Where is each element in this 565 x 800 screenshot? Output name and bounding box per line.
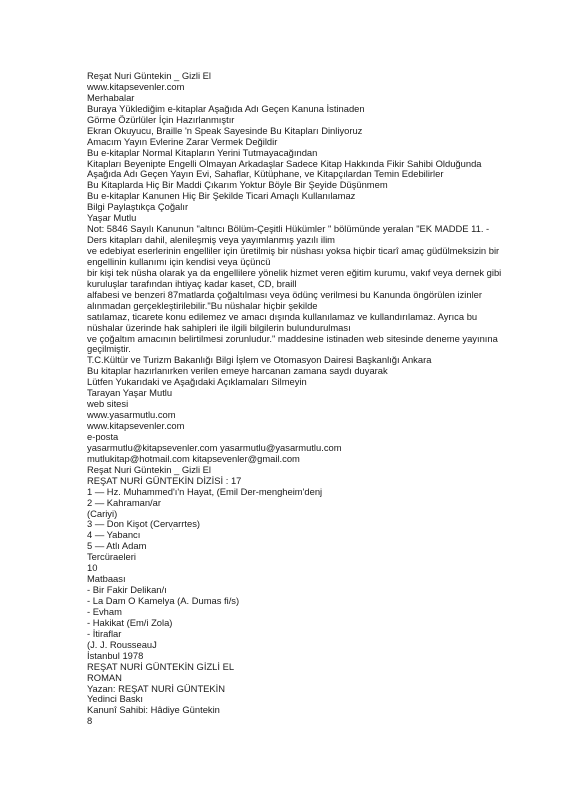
- text-line: Merhabalar: [87, 91, 135, 103]
- text-line: Amacım Yayın Evlerine Zarar Vermek Değildir: [87, 135, 278, 147]
- text-line: 2 — Kahraman/ar: [87, 496, 161, 508]
- text-line: Ekran Okuyucu, Braille 'n Speak Sayesinde Bu Kitapları Dinliyoruz: [87, 124, 363, 136]
- text-line: Bu Kitaplarda Hiç Bir Maddi Çıkarım Yoktur Böyle Bir Şeyide Düşünmem: [87, 179, 388, 191]
- text-line: - Bir Fakir Delikan/ı: [87, 584, 167, 596]
- text-line: Lütfen Yukarıdaki ve Aşağıdaki Açıklamaları Silmeyin: [87, 376, 307, 388]
- text-line: (Cariyi): [87, 507, 118, 519]
- text-line: Bu e-kitaplar Kanunen Hiç Bir Şekilde Ticari Amaçlı Kullanılamaz: [87, 190, 356, 202]
- text-line: bir kişi tek nüsha olarak ya da engellilere yönelik hizmet veren eğitim kurumu, vakıf veya dernek gibi: [87, 266, 502, 278]
- text-line: Yaşar Mutlu: [87, 212, 137, 224]
- text-line: 4 — Yabancı: [87, 529, 141, 541]
- text-line: - Hakikat (Em/i Zola): [87, 616, 173, 628]
- text-line: kuruluşlar tarafından ihtiyaç kadar kaset, CD, braill: [87, 277, 297, 289]
- text-line: alınmadan gerçekleştirilebilir."Bu nüshalar hiçbir şekilde: [87, 299, 318, 311]
- text-line: engellinin kullanımı için kendisi veya üçüncü: [87, 255, 271, 267]
- text-line: Bu e-kitaplar Normal Kitapların Yerini Tutmayacağından: [87, 146, 318, 158]
- stray-mark: ': [172, 529, 174, 535]
- text-line: - İtiraflar: [87, 627, 122, 639]
- text-line: Görme Özürlüler İçin Hazırlanmıştır: [87, 113, 235, 125]
- text-line: Buraya Yüklediğim e-kitaplar Aşağıda Adı Geçen Kanuna İstinaden: [87, 102, 365, 114]
- text-line: yasarmutlu@kitapsevenler.com yasarmutlu@yasarmutlu.com: [87, 441, 342, 453]
- text-line: www.kitapsevenler.com: [87, 80, 185, 92]
- text-line: - Evham: [87, 605, 122, 617]
- text-line: Ders kitapları dahil, alenileşmiş veya yayımlanmış yazılı ilim: [87, 234, 335, 246]
- text-line: www.yasarmutlu.com: [87, 409, 176, 421]
- text-line: Kanunî Sahibi: Hâdiye Güntekin: [87, 704, 220, 716]
- text-line: e-posta: [87, 430, 119, 442]
- text-line: 10: [87, 562, 98, 574]
- text-line: mutlukitap@hotmail.com kitapsevenler@gmail.com: [87, 452, 300, 464]
- text-line: Yedinci Baskı: [87, 693, 143, 705]
- text-line: 3 — Don Kişot (Cervarrtes): [87, 518, 201, 530]
- text-line: - La Dam O Kamelya (A. Dumas fi/s): [87, 595, 240, 606]
- text-line: Matbaası: [87, 573, 126, 585]
- text-line: geçilmiştir.: [87, 343, 131, 355]
- text-line: İstanbul 1978: [87, 649, 144, 661]
- text-line: 1 — Hz. Muhammed'ı'n Hayat, (Emil Der-mengheim'denj: [87, 485, 323, 497]
- text-line: Reşat Nuri Güntekin _ Gizli El: [87, 70, 212, 81]
- text-line: Bilgi Paylaştıkça Çoğalır: [87, 201, 189, 213]
- text-line: Yazan: REŞAT NURİ GÜNTEKİN: [87, 682, 226, 694]
- text-line: Tarayan Yaşar Mutlu: [87, 387, 173, 399]
- text-line: alfabesi ve benzeri 87matlarda çoğaltılması veya ödünç verilmesi bu Kanunda öngörülen izinler: [87, 288, 483, 300]
- text-line: 8: [87, 715, 93, 727]
- text-line: satılamaz, ticarete konu edilemez ve amacı dışında kullanılamaz ve kullandırılamaz. Ayrıca bu: [87, 310, 478, 322]
- text-line: www.kitapsevenler.com: [87, 420, 185, 431]
- text-line: 5 — Atlı Adam: [87, 540, 147, 552]
- document-text: [87, 71, 527, 727]
- text-line: nüshalar üzerinde hak sahipleri ile ilgili bilgilerin bulundurulması: [87, 321, 351, 333]
- text-line: Kitapları Beyenipte Engelli Olmayan Arkadaşlar Sadece Kitap Hakkında Fikir Sahibi Olduğunda: [87, 157, 482, 169]
- text-line: Tercüraeleri: [87, 551, 136, 563]
- text-line: Aşağıda Adı Geçen Yayın Evi, Sahaflar, Kütüphane, ve Kitapçılardan Temin Edebilirler: [87, 168, 444, 180]
- text-line: ROMAN: [87, 671, 122, 683]
- text-line: Bu kitaplar hazırlanırken verilen emeye harcanan zamana saydı duyarak: [87, 365, 388, 377]
- text-line: (J. J. RousseauJ: [87, 638, 157, 650]
- text-line: ve edebiyat eserlerinin engelliler için üretilmiş bir nüshası yoksa hiçbir ticarî amaç güdülmeksizin bir: [87, 245, 500, 256]
- text-line: web sitesi: [87, 398, 129, 410]
- text-line: Reşat Nuri Güntekin _ Gizli El: [87, 463, 212, 475]
- text-line: REŞAT NURİ GÜNTEKİN DİZİSİ : 17: [87, 474, 242, 486]
- text-line: ve çoğaltım amacının belirtilmesi zorunludur." maddesine istinaden web sitesinde deneme yayınına: [87, 332, 498, 344]
- text-line: T.C.Kültür ve Turizm Bakanlığı Bilgi İşlem ve Otomasyon Dairesi Başkanlığı Ankara: [87, 354, 432, 366]
- text-line: REŞAT NURİ GÜNTEKİN GİZLİ EL: [87, 660, 235, 672]
- text-line: Not: 5846 Sayılı Kanunun "altıncı Bölüm-Çeşitli Hükümler " bölümünde yeralan "EK MADDE 11. -: [87, 223, 490, 235]
